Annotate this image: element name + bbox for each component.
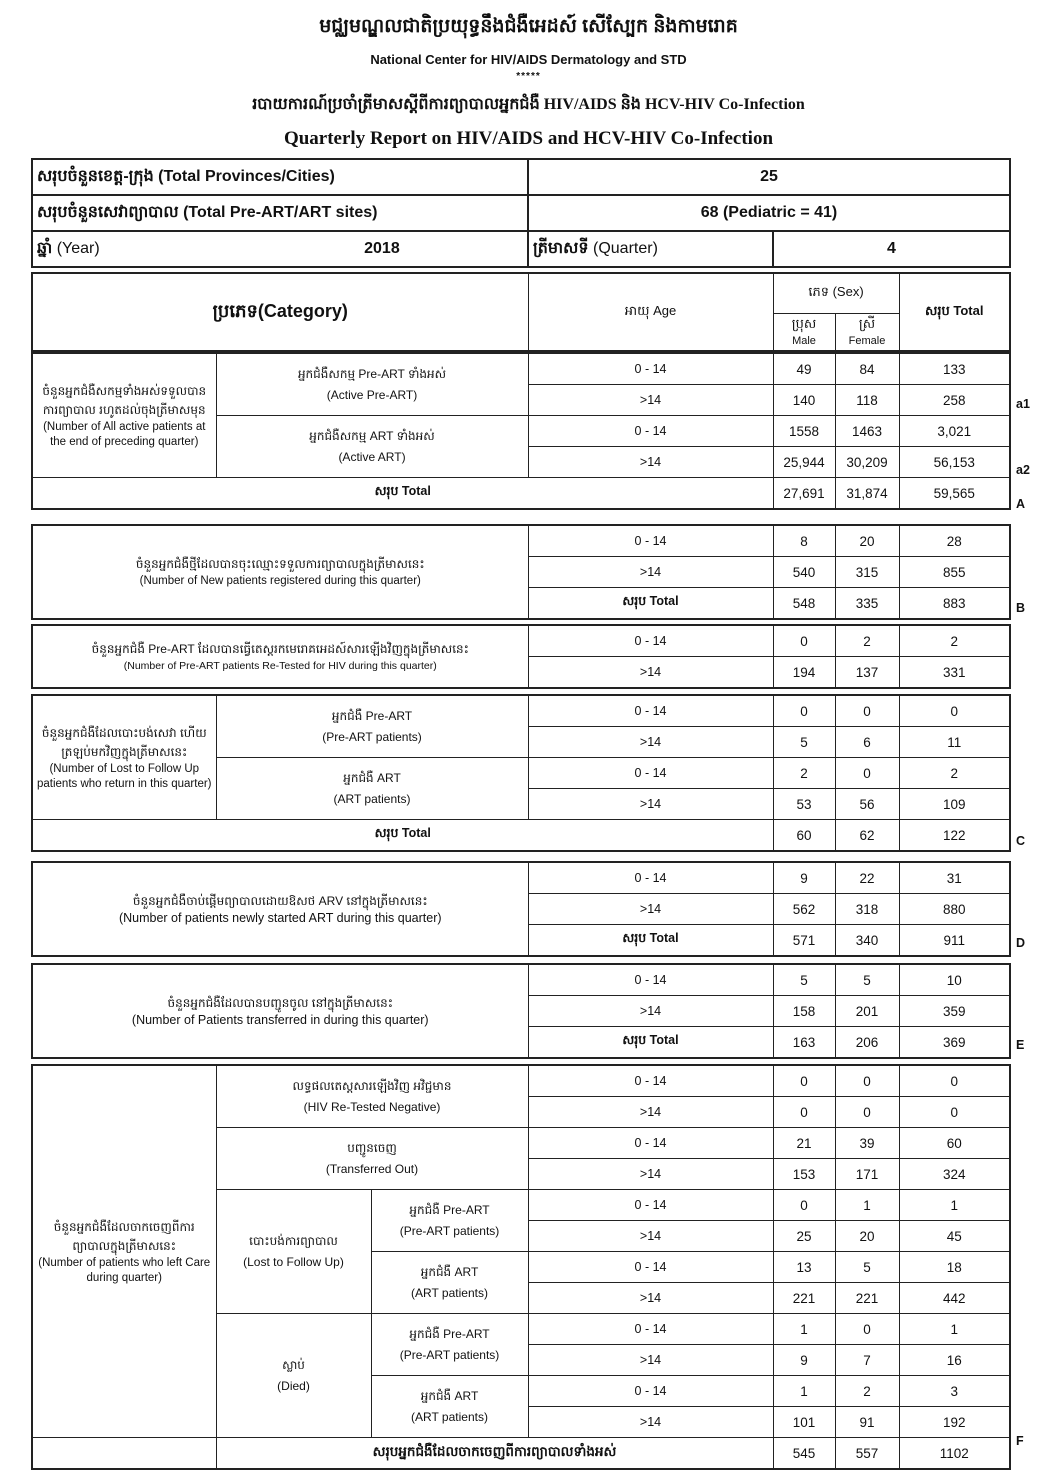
sec4-art-en: (ART patients): [333, 791, 411, 806]
sec1-pre-adult-total: 258: [899, 385, 1010, 416]
age-adult: >14: [528, 657, 773, 689]
report-subtitle: របាយការណ៍ប្រចាំត្រីមាសស្តីពីការព្យាបាលអ្នកជំងឺ HIV/AIDS និង HCV-HIV Co-Infection: [252, 96, 805, 113]
sec2-adult-male: 540: [773, 557, 835, 588]
section-active-patients: [31, 352, 1011, 510]
sec4-art-child-female: 0: [835, 758, 899, 789]
sec5-label: [32, 862, 528, 956]
age-adult: >14: [528, 1221, 773, 1252]
sec1-total-total: 59,565: [899, 478, 1010, 510]
sec1-total-female: 31,874: [835, 478, 899, 510]
sec4-art-adult-male: 53: [773, 789, 835, 820]
sec7-died-km: ស្លាប់: [282, 1357, 305, 1372]
sec7-neg-adult-male: 0: [773, 1097, 835, 1128]
sec4-pre: [216, 695, 528, 758]
sec7-died-art-child-total: 3: [899, 1376, 1010, 1407]
sec2-label-en: (Number of New patients registered during this quarter): [139, 575, 421, 587]
sec6-adult-total: 359: [899, 996, 1010, 1027]
sec2-adult-female: 315: [835, 557, 899, 588]
sec1-pre-km: អ្នកជំងឺសកម្ម Pre-ART ទាំងអស់: [297, 366, 447, 381]
sites-value: 68 (Pediatric = 41): [528, 195, 1010, 231]
sec7-ltfu-art-adult-total: 442: [899, 1283, 1010, 1314]
sec5-adult-male: 562: [773, 894, 835, 925]
mark-c: C: [1016, 834, 1026, 848]
sec4-pre-child-total: 0: [899, 695, 1010, 727]
sec6-total-female: 206: [835, 1027, 899, 1059]
sec7-label: [32, 1065, 216, 1438]
sec6-total-male: 163: [773, 1027, 835, 1059]
sec4-total-label: សរុប Total: [32, 820, 773, 852]
sec7-neg-child-female: 0: [835, 1065, 899, 1097]
sec6-adult-male: 158: [773, 996, 835, 1027]
sec1-total-label: សរុប Total: [32, 478, 773, 510]
sec1-pre: [216, 353, 528, 416]
sec7-died-pre-en: (Pre-ART patients): [399, 1347, 500, 1362]
sec7-neg-child-male: 0: [773, 1065, 835, 1097]
age-adult: >14: [528, 727, 773, 758]
sec3-adult-total: 331: [899, 657, 1010, 689]
sec3-label: [32, 625, 528, 688]
sec3-adult-male: 194: [773, 657, 835, 689]
sec5-child-total: 31: [899, 862, 1010, 894]
age-adult: >14: [528, 789, 773, 820]
sec2-total-male: 548: [773, 588, 835, 620]
sec7-neg: [216, 1065, 528, 1128]
sec7-died-pre-adult-male: 9: [773, 1345, 835, 1376]
sec1-art-child-total: 3,021: [899, 416, 1010, 447]
sec1-pre-child-male: 49: [773, 353, 835, 385]
sec3-adult-female: 137: [835, 657, 899, 689]
sec7-tout: [216, 1128, 528, 1190]
sec6-total-total: 369: [899, 1027, 1010, 1059]
ministry-name-khmer: មជ្ឈមណ្ឌលជាតិប្រយុទ្ធនឹងជំងឺអេដស៍ សើស្បែក និងកាមរោគ: [319, 16, 738, 37]
age-child: 0 - 14: [528, 862, 773, 894]
header-stars: *****: [516, 71, 541, 82]
sec1-art-child-female: 1463: [835, 416, 899, 447]
sec7-neg-child-total: 0: [899, 1065, 1010, 1097]
provinces-value: 25: [528, 159, 1010, 195]
sec7-tout-en: (Transferred Out): [325, 1161, 419, 1176]
sec7-ltfu-pre-child-total: 1: [899, 1190, 1010, 1221]
sec7-label-km: ចំនួនអ្នកជំងឺដែលចាកចេញពីការព្យាបាលក្នុងត្រីមាសនេះ: [53, 1219, 195, 1253]
sec7-tout-adult-male: 153: [773, 1159, 835, 1190]
age-adult: >14: [528, 1407, 773, 1438]
col-sex: ភេទ (Sex): [773, 273, 899, 313]
sec4-art-child-total: 2: [899, 758, 1010, 789]
sec7-ltfu-pre-adult-female: 20: [835, 1221, 899, 1252]
sec7-ltfu-pre-adult-male: 25: [773, 1221, 835, 1252]
sec7-neg-en: (HIV Re-Tested Negative): [303, 1099, 441, 1114]
sec4-pre-child-female: 0: [835, 695, 899, 727]
age-adult: >14: [528, 447, 773, 478]
sec7-died-pre-child-male: 1: [773, 1314, 835, 1345]
age-child: 0 - 14: [528, 625, 773, 657]
age-child: 0 - 14: [528, 1065, 773, 1097]
provinces-label: សរុបចំនួនខេត្ត-ក្រុង (Total Provinces/Cities): [32, 159, 528, 195]
sec7-ltfu-pre-child-female: 1: [835, 1190, 899, 1221]
sec1-art: [216, 416, 528, 478]
sec7-died-pre: [371, 1314, 528, 1376]
sec7-ltfu-pre: [371, 1190, 528, 1252]
sec2-total-label: សរុប Total: [528, 588, 773, 620]
section-ltfu-returned: [31, 694, 1011, 852]
sec7-ltfu-art-child-male: 13: [773, 1252, 835, 1283]
sec7-ltfu-art-adult-female: 221: [835, 1283, 899, 1314]
sec4-art-child-male: 2: [773, 758, 835, 789]
sec7-died-en: (Died): [277, 1378, 310, 1393]
section-new-patients: [31, 524, 1011, 620]
sec4-total-male: 60: [773, 820, 835, 852]
sec5-adult-total: 880: [899, 894, 1010, 925]
sec5-total-total: 911: [899, 925, 1010, 957]
age-child: 0 - 14: [528, 1190, 773, 1221]
sec5-child-female: 22: [835, 862, 899, 894]
age-adult: >14: [528, 996, 773, 1027]
sec1-pre-child-female: 84: [835, 353, 899, 385]
sec2-adult-total: 855: [899, 557, 1010, 588]
sec7-ltfu-pre-en: (Pre-ART patients): [399, 1223, 500, 1238]
col-total: សរុប Total: [899, 273, 1010, 351]
sec6-child-total: 10: [899, 964, 1010, 996]
col-male: [773, 313, 835, 351]
sec6-child-female: 5: [835, 964, 899, 996]
sec5-adult-female: 318: [835, 894, 899, 925]
sec4-label-en: (Number of Lost to Follow Up patients who return in this quarter): [37, 762, 212, 790]
sec7-tout-adult-female: 171: [835, 1159, 899, 1190]
sec7-died-art-adult-male: 101: [773, 1407, 835, 1438]
sec7-ltfu-km: បោះបង់ការព្យាបាល: [249, 1233, 338, 1248]
section-retested: [31, 624, 1011, 689]
sec7-died-art-en: (ART patients): [411, 1409, 488, 1424]
sec6-label: [32, 964, 528, 1058]
quarter-label: [528, 231, 773, 267]
sec1-pre-adult-male: 140: [773, 385, 835, 416]
sec7-ltfu-pre-km: អ្នកជំងឺ Pre-ART: [409, 1202, 490, 1217]
quarter-label-en: (Quarter): [593, 240, 658, 257]
sec4-pre-adult-male: 5: [773, 727, 835, 758]
col-category: ប្រភេទ(Category): [32, 273, 528, 351]
sec1-label-km: ចំនួនអ្នកជំងឺសកម្មទាំងអស់ទទួលបានការព្យាបាល រហូតដល់ចុងត្រីមាសមុន: [42, 383, 207, 417]
age-adult: >14: [528, 557, 773, 588]
section-left-care: [31, 1064, 1011, 1470]
mark-b: B: [1016, 601, 1026, 615]
sec1-label: [32, 353, 216, 478]
sec1-art-km: អ្នកជំងឺសកម្ម ART ទាំងអស់: [309, 428, 435, 443]
age-child: 0 - 14: [528, 1252, 773, 1283]
year-cell: [32, 231, 528, 267]
sec7-ltfu-en: (Lost to Follow Up): [243, 1254, 344, 1269]
quarter-label-km: ត្រីមាសទី: [533, 240, 589, 257]
sec7-died-pre-child-female: 0: [835, 1314, 899, 1345]
sec2-child-male: 8: [773, 525, 835, 557]
sec2-label-km: ចំនួនអ្នកជំងឺថ្មីដែលបានចុះឈ្មោះទទួលការព្យាបាលក្នុងត្រីមាសនេះ: [135, 557, 425, 571]
sec7-died-art-child-female: 2: [835, 1376, 899, 1407]
sec2-label: [32, 525, 528, 619]
sec3-label-km: ចំនួនអ្នកជំងឺ Pre-ART ដែលបានធ្វើតេស្តរកមេរោគអេដស៍សារឡើងវិញក្នុងត្រីមាសនេះ: [91, 641, 469, 656]
col-male-km: ប្រុស: [791, 316, 817, 332]
age-child: 0 - 14: [528, 695, 773, 727]
sec7-tout-child-female: 39: [835, 1128, 899, 1159]
age-child: 0 - 14: [528, 1128, 773, 1159]
sec1-art-adult-male: 25,944: [773, 447, 835, 478]
age-adult: >14: [528, 1345, 773, 1376]
col-female-km: ស្រី: [858, 316, 876, 332]
year-label-km: ឆ្នាំ: [37, 240, 53, 257]
sec3-child-total: 2: [899, 625, 1010, 657]
sec4-pre-adult-total: 11: [899, 727, 1010, 758]
sec4-art-km: អ្នកជំងឺ ART: [343, 770, 401, 785]
age-child: 0 - 14: [528, 1376, 773, 1407]
sec4-total-total: 122: [899, 820, 1010, 852]
age-adult: >14: [528, 1097, 773, 1128]
sec7-ltfu-art: [371, 1252, 528, 1314]
col-age: អាយុ Age: [528, 273, 773, 351]
sec7-ltfu-pre-child-male: 0: [773, 1190, 835, 1221]
ministry-name-english: National Center for HIV/AIDS Dermatology and STD: [370, 52, 687, 67]
sec1-pre-child-total: 133: [899, 353, 1010, 385]
sec7-ltfu-pre-adult-total: 45: [899, 1221, 1010, 1252]
sec5-total-label: សរុប Total: [528, 925, 773, 957]
sec7-ltfu: [216, 1190, 371, 1314]
sec7-died-pre-adult-female: 7: [835, 1345, 899, 1376]
sec7-died-art-km: អ្នកជំងឺ ART: [420, 1388, 479, 1403]
sec5-total-male: 571: [773, 925, 835, 957]
sec7-neg-adult-female: 0: [835, 1097, 899, 1128]
sec7-died-pre-km: អ្នកជំងឺ Pre-ART: [409, 1326, 490, 1341]
sec7-died-art: [371, 1376, 528, 1438]
age-adult: >14: [528, 385, 773, 416]
sec4-pre-child-male: 0: [773, 695, 835, 727]
sec7-tout-child-male: 21: [773, 1128, 835, 1159]
sec7-died-pre-child-total: 1: [899, 1314, 1010, 1345]
sec4-art: [216, 758, 528, 820]
sec4-pre-en: (Pre-ART patients): [322, 729, 422, 744]
sec7-ltfu-art-child-female: 5: [835, 1252, 899, 1283]
sec2-total-female: 335: [835, 588, 899, 620]
sec2-child-total: 28: [899, 525, 1010, 557]
sec7-died-art-adult-total: 192: [899, 1407, 1010, 1438]
sec7-ltfu-art-en: (ART patients): [411, 1285, 488, 1300]
mark-f: F: [1016, 1434, 1024, 1448]
sec4-label-km: ចំនួនអ្នកជំងឺដែលបោះបង់សេវា ហើយត្រឡប់មកវិញក្នុងត្រីមាសនេះ: [41, 725, 207, 759]
year-value: 2018: [364, 240, 400, 257]
sec7-total-label: សរុបអ្នកជំងឺដែលចាកចេញពីការព្យាបាលទាំងអស់: [216, 1438, 773, 1470]
sec1-pre-adult-female: 118: [835, 385, 899, 416]
section-transferred-in: [31, 963, 1011, 1059]
sec7-neg-km: លទ្ធផលតេស្តសារឡើងវិញ អវិជ្ជមាន: [292, 1078, 452, 1093]
sec7-tout-adult-total: 324: [899, 1159, 1010, 1190]
age-adult: >14: [528, 1283, 773, 1314]
sec4-art-adult-total: 109: [899, 789, 1010, 820]
sec1-art-en: (Active ART): [338, 449, 406, 464]
sec7-ltfu-art-adult-male: 221: [773, 1283, 835, 1314]
sec6-total-label: សរុប Total: [528, 1027, 773, 1059]
sec5-label-en: (Number of patients newly started ART during this quarter): [118, 911, 442, 925]
sec6-label-km: ចំនួនអ្នកជំងឺដែលបានបញ្ជូនចូល នៅក្នុងត្រីមាសនេះ: [167, 996, 393, 1010]
sec7-died-art-adult-female: 91: [835, 1407, 899, 1438]
sec2-total-total: 883: [899, 588, 1010, 620]
sec7-tout-child-total: 60: [899, 1128, 1010, 1159]
age-child: 0 - 14: [528, 1314, 773, 1345]
mark-e: E: [1016, 1038, 1025, 1052]
sec4-pre-km: អ្នកជំងឺ Pre-ART: [331, 708, 413, 723]
quarter-value: 4: [773, 231, 1010, 267]
sec5-total-female: 340: [835, 925, 899, 957]
sec1-art-adult-female: 30,209: [835, 447, 899, 478]
sec7-total-male: 545: [773, 1438, 835, 1470]
sec7-died-art-child-male: 1: [773, 1376, 835, 1407]
sec7-total-female: 557: [835, 1438, 899, 1470]
sec3-child-male: 0: [773, 625, 835, 657]
sec1-art-adult-total: 56,153: [899, 447, 1010, 478]
sec7-neg-adult-total: 0: [899, 1097, 1010, 1128]
age-child: 0 - 14: [528, 964, 773, 996]
mark-d: D: [1016, 936, 1026, 950]
sec4-pre-adult-female: 6: [835, 727, 899, 758]
sec7-died: [216, 1314, 371, 1438]
mark-a2: a2: [1016, 463, 1030, 477]
mark-a1: a1: [1016, 397, 1030, 411]
col-female: [835, 313, 899, 351]
age-child: 0 - 14: [528, 416, 773, 447]
sec3-child-female: 2: [835, 625, 899, 657]
col-male-en: Male: [792, 335, 816, 348]
sec7-ltfu-art-child-total: 18: [899, 1252, 1010, 1283]
info-table: [31, 158, 1011, 268]
sec1-pre-en: (Active Pre-ART): [326, 387, 418, 402]
sec6-adult-female: 201: [835, 996, 899, 1027]
sec7-total-total: 1102: [899, 1438, 1010, 1470]
sec1-total-male: 27,691: [773, 478, 835, 510]
sec4-art-adult-female: 56: [835, 789, 899, 820]
sec3-label-en: (Number of Pre-ART patients Re-Tested for HIV during this quarter): [123, 659, 437, 672]
age-child: 0 - 14: [528, 353, 773, 385]
sec7-died-pre-adult-total: 16: [899, 1345, 1010, 1376]
column-header: [31, 272, 1011, 352]
col-female-en: Female: [848, 335, 886, 348]
sec7-label-en: (Number of patients who left Care during quarter): [38, 1256, 211, 1284]
age-child: 0 - 14: [528, 525, 773, 557]
report-title: Quarterly Report on HIV/AIDS and HCV-HIV Co-Infection: [283, 128, 774, 149]
sec4-label: [32, 695, 216, 820]
sec5-child-male: 9: [773, 862, 835, 894]
sec1-art-child-male: 1558: [773, 416, 835, 447]
sec7-tout-km: បញ្ជូនចេញ: [347, 1140, 397, 1155]
mark-a: A: [1016, 497, 1026, 511]
sec4-total-female: 62: [835, 820, 899, 852]
sec7-ltfu-art-km: អ្នកជំងឺ ART: [420, 1264, 479, 1279]
year-label-en: (Year): [56, 240, 100, 257]
sec6-label-en: (Number of Patients transferred in during this quarter): [131, 1013, 429, 1027]
age-child: 0 - 14: [528, 758, 773, 789]
sites-label: សរុបចំនួនសេវាព្យាបាល (Total Pre-ART/ART sites): [32, 195, 528, 231]
sec5-label-km: ចំនួនអ្នកជំងឺចាប់ផ្តើមព្យាបាលដោយឱសថ ARV នៅក្នុងត្រីមាសនេះ: [132, 894, 428, 908]
sec6-child-male: 5: [773, 964, 835, 996]
age-adult: >14: [528, 894, 773, 925]
sec2-child-female: 20: [835, 525, 899, 557]
sec1-label-en: (Number of All active patients at the end of preceding quarter): [43, 420, 206, 448]
section-newly-started-art: [31, 861, 1011, 957]
age-adult: >14: [528, 1159, 773, 1190]
